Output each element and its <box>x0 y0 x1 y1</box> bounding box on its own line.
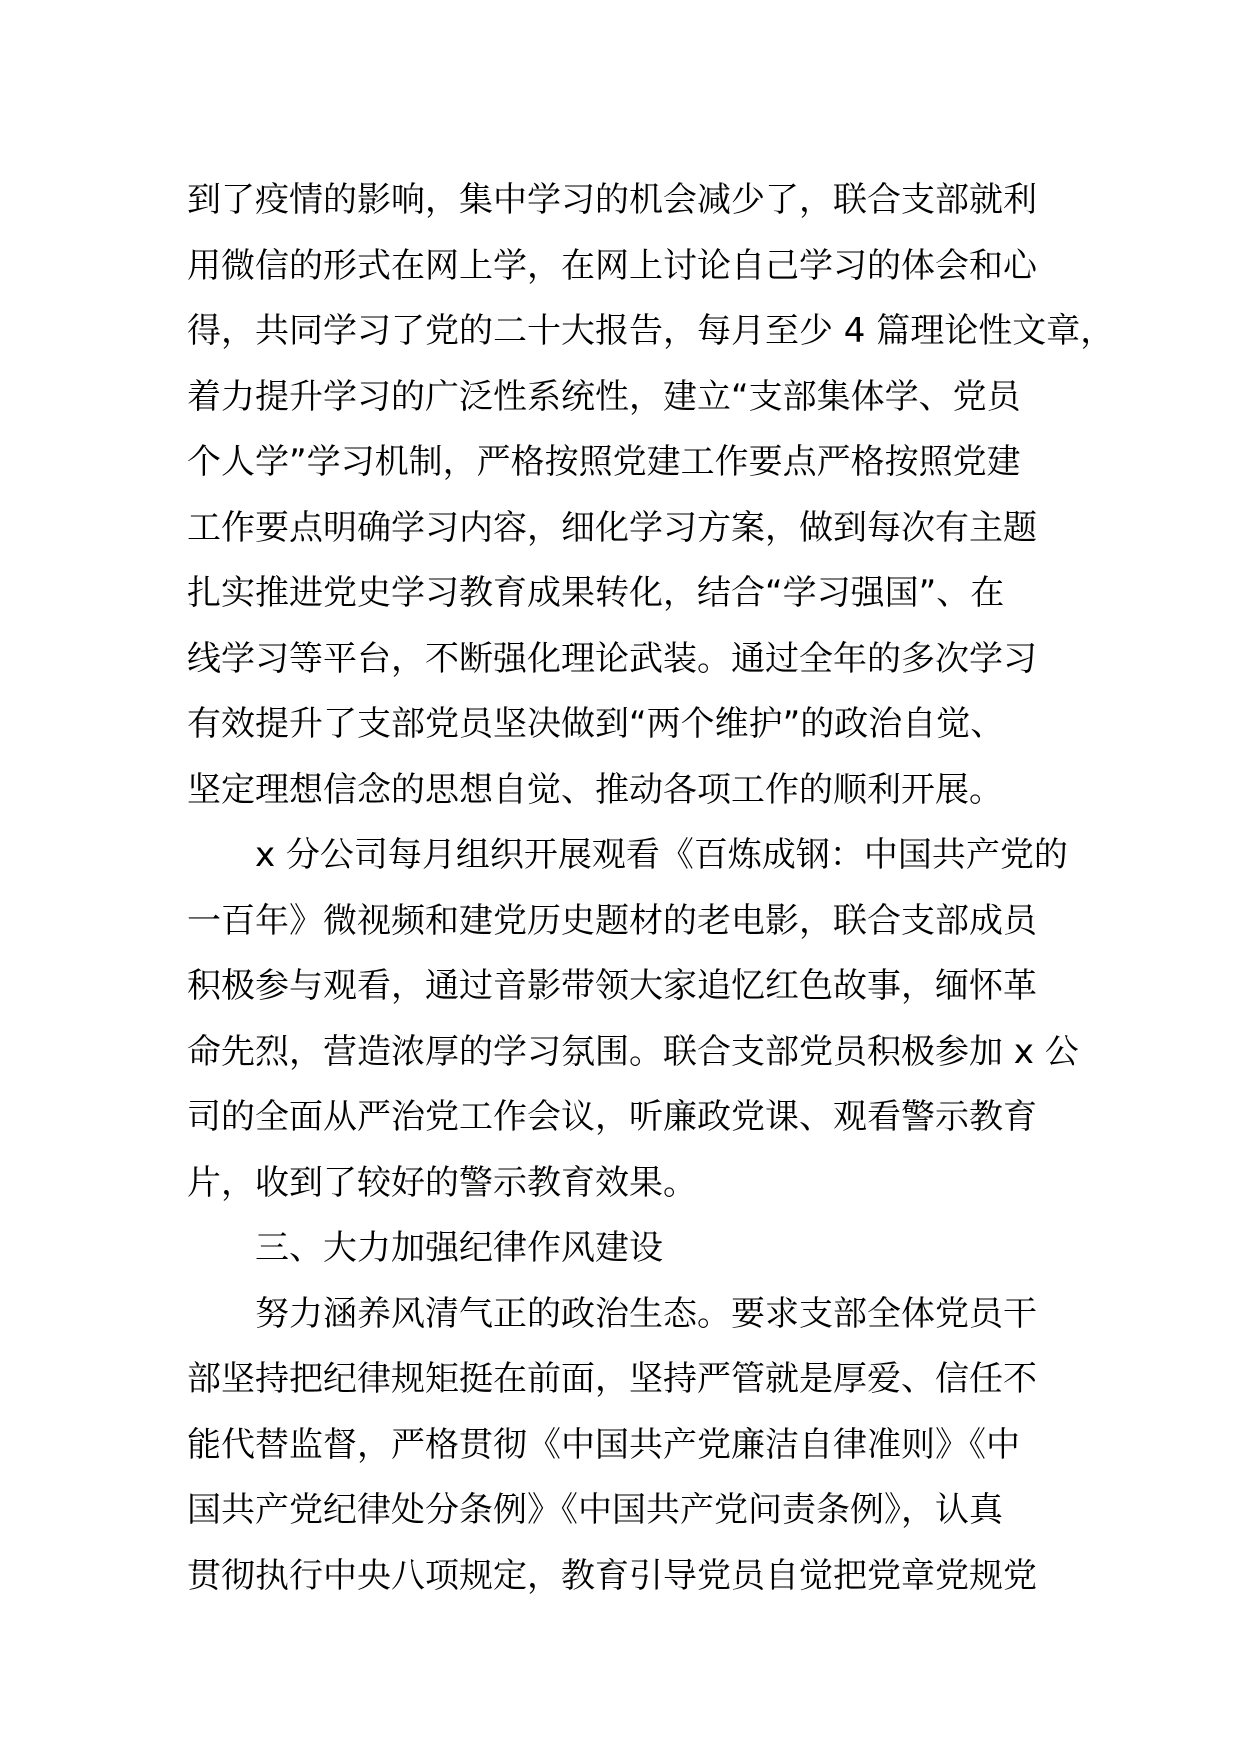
text-line: 积极参与观看，通过音影带领大家追忆红色故事，缅怀革 <box>187 966 1037 1006</box>
text-line: 国共产党纪律处分条例》《中国共产党问责条例》，认真 <box>187 1490 1003 1530</box>
text-line: 得，共同学习了党的二十大报告，每月至少 4 篇理论性文章， <box>187 311 1115 351</box>
text-line: 个人学”学习机制，严格按照党建工作要点严格按照党建 <box>187 442 1021 482</box>
text-line: 有效提升了支部党员坚决做到“两个维护”的政治自觉、 <box>187 704 1005 744</box>
text-line: 片，收到了较好的警示教育效果。 <box>187 1162 697 1203</box>
text-line: 能代替监督，严格贯彻《中国共产党廉洁自律准则》《中 <box>187 1424 1020 1465</box>
section-heading: 三、大力加强纪律作风建设 <box>255 1228 663 1268</box>
text-line: 坚定理想信念的思想自觉、推动各项工作的顺利开展。 <box>187 769 1003 810</box>
text-line: 贯彻执行中央八项规定，教育引导党员自觉把党章党规党 <box>187 1555 1037 1596</box>
text-line: 着力提升学习的广泛性系统性，建立“支部集体学、党员 <box>187 376 1021 417</box>
text-line: 用微信的形式在网上学，在网上讨论自己学习的体会和心 <box>187 245 1037 286</box>
paragraph-first-line: 努力涵养风清气正的政治生态。要求支部全体党员干 <box>255 1293 1037 1334</box>
paragraph-first-line: x 分公司每月组织开展观看《百炼成钢：中国共产党的 <box>255 835 1068 875</box>
text-line: 司的全面从严治党工作会议，听廉政党课、观看警示教育 <box>187 1097 1037 1137</box>
text-line: 线学习等平台，不断强化理论武装。通过全年的多次学习 <box>187 638 1037 679</box>
text-line: 部坚持把纪律规矩挺在前面，坚持严管就是厚爱、信任不 <box>187 1359 1037 1399</box>
text-line: 工作要点明确学习内容，细化学习方案，做到每次有主题 <box>187 507 1037 548</box>
text-line: 命先烈，营造浓厚的学习氛围。联合支部党员积极参加 x 公 <box>187 1031 1079 1072</box>
document-body <box>187 168 1115 1609</box>
text-line: 一百年》微视频和建党历史题材的老电影，联合支部成员 <box>187 900 1037 941</box>
text-line: 扎实推进党史学习教育成果转化，结合“学习强国”、在 <box>187 573 1005 613</box>
text-line: 到了疫情的影响，集中学习的机会减少了，联合支部就利 <box>187 180 1037 220</box>
